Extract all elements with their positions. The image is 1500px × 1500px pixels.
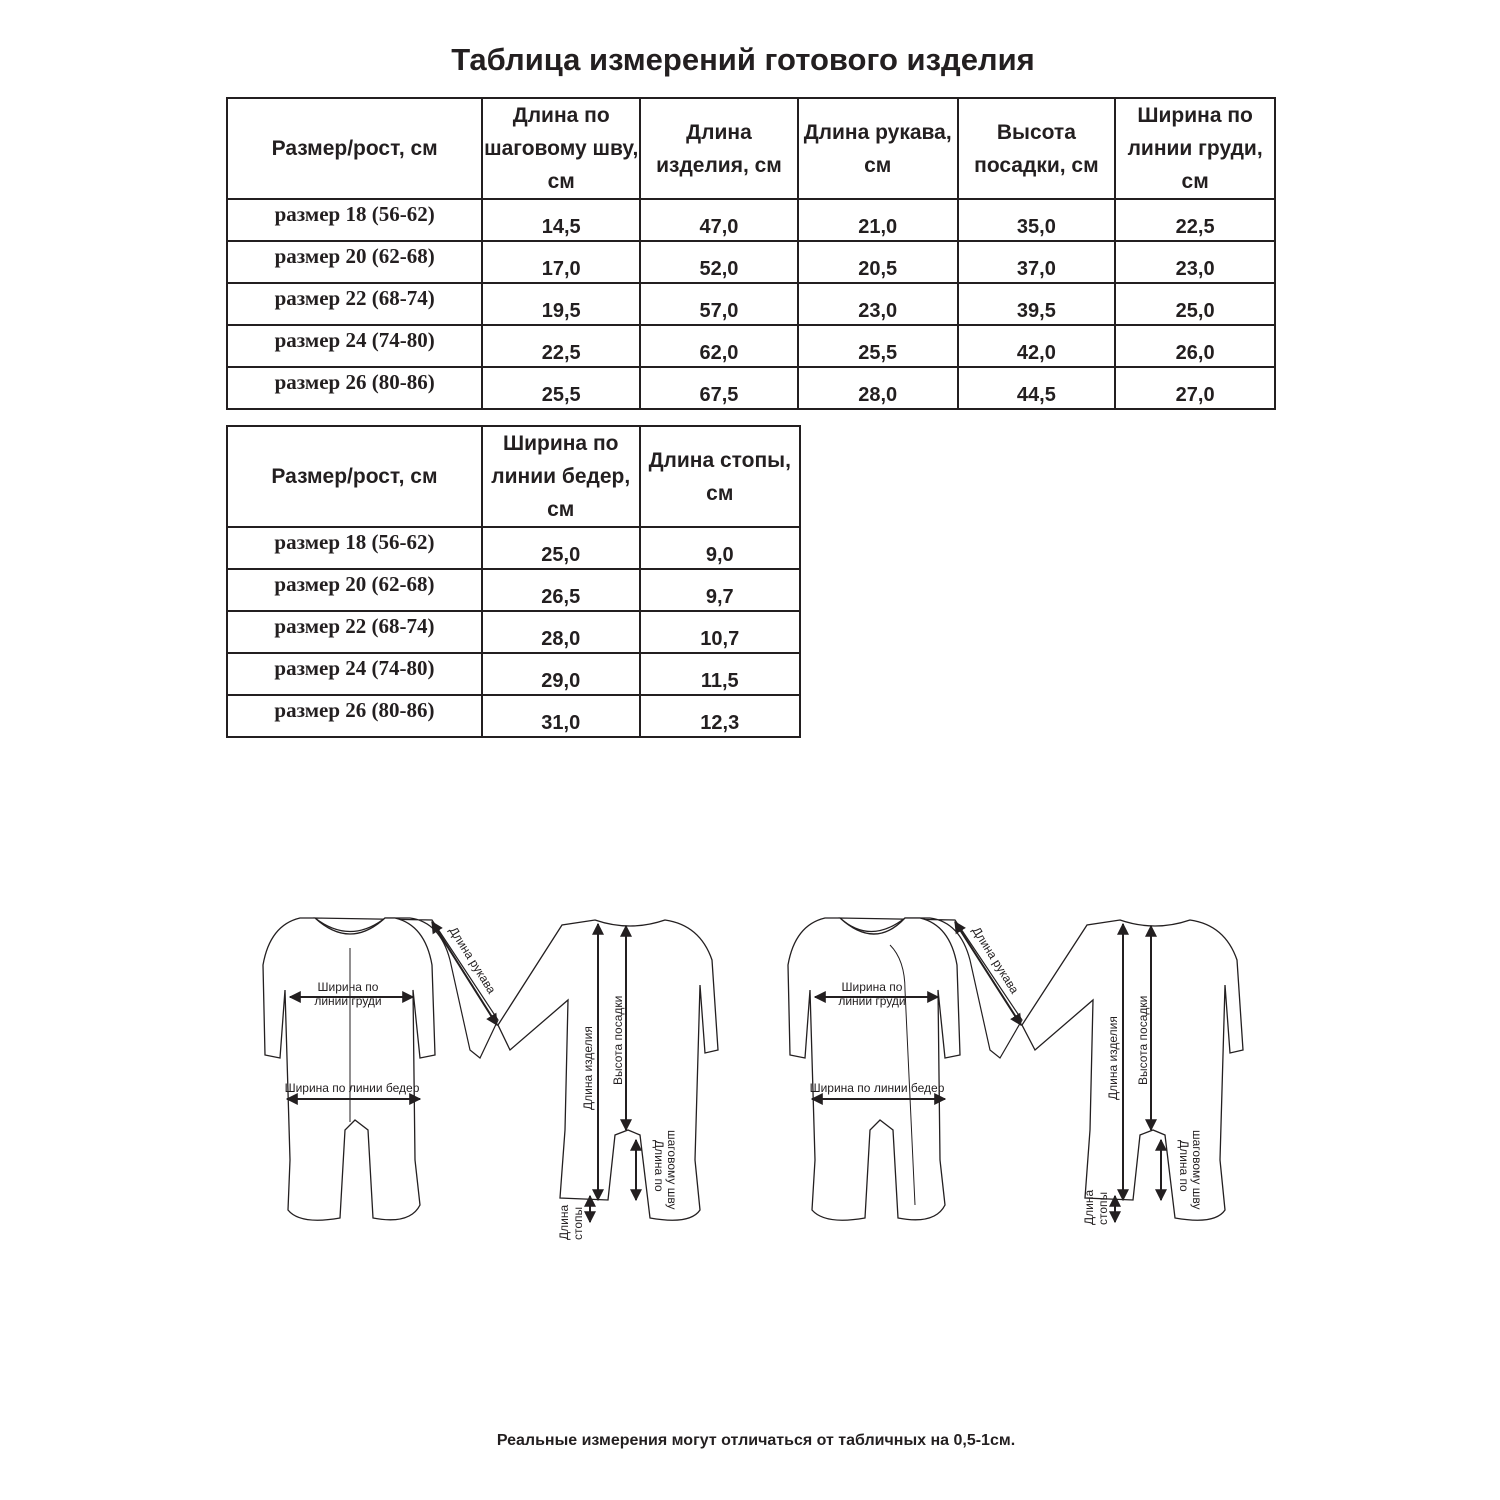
row-label: размер 22 (68-74) [227, 283, 482, 325]
cell: 25,5 [482, 367, 640, 409]
label-inseam-1: Длина по [652, 1140, 666, 1192]
label-length: Длина изделия [1106, 1016, 1120, 1100]
garment-diagram [0, 880, 1500, 1240]
cell: 37,0 [958, 241, 1116, 283]
header-hips: Ширина по линии бедер, см [482, 426, 640, 527]
table-row [227, 325, 1275, 367]
cell: 27,0 [1115, 367, 1275, 409]
cell: 31,0 [482, 695, 640, 737]
cell: 29,0 [482, 653, 640, 695]
cell: 19,5 [482, 283, 640, 325]
cell: 12,3 [640, 695, 800, 737]
header-size: Размер/рост, см [227, 98, 482, 199]
row-label: размер 20 (62-68) [227, 241, 482, 283]
cell: 23,0 [798, 283, 958, 325]
cell: 39,5 [958, 283, 1116, 325]
table-row [227, 569, 800, 611]
table-row [227, 367, 1275, 409]
cell: 9,0 [640, 527, 800, 569]
cell: 42,0 [958, 325, 1116, 367]
header-foot: Длина стопы, см [640, 426, 800, 527]
cell: 26,0 [1115, 325, 1275, 367]
row-label: размер 20 (62-68) [227, 569, 482, 611]
footnote: Реальные измерения могут отличаться от табличных на 0,5-1см. [496, 1432, 1016, 1449]
label-inseam-2: шаговому шву [1190, 1130, 1204, 1210]
cell: 25,0 [1115, 283, 1275, 325]
cell: 20,5 [798, 241, 958, 283]
label-foot-1: Длина [557, 1204, 571, 1240]
header-size: Размер/рост, см [227, 426, 482, 527]
label-sleeve: Длина рукава [446, 924, 499, 997]
romper-back-2 [1022, 920, 1243, 1225]
cell: 11,5 [640, 653, 800, 695]
cell: 67,5 [640, 367, 798, 409]
label-hips: Ширина по линии бедер [809, 1081, 945, 1095]
cell: 17,0 [482, 241, 640, 283]
cell: 14,5 [482, 199, 640, 241]
label-chest-1: Ширина по [317, 980, 379, 994]
table-row [227, 283, 1275, 325]
cell: 57,0 [640, 283, 798, 325]
table-row [227, 527, 800, 569]
cell: 28,0 [798, 367, 958, 409]
table-row [227, 653, 800, 695]
table-row [227, 611, 800, 653]
cell: 21,0 [798, 199, 958, 241]
measurements-table-secondary [226, 425, 801, 738]
header-sleeve: Длина рукава, см [798, 98, 958, 199]
table-row [227, 241, 1275, 283]
row-label: размер 18 (56-62) [227, 199, 482, 241]
label-chest-2: линии груди [838, 994, 906, 1008]
row-label: размер 26 (80-86) [227, 695, 482, 737]
row-label: размер 24 (74-80) [227, 653, 482, 695]
cell: 62,0 [640, 325, 798, 367]
row-label: размер 24 (74-80) [227, 325, 482, 367]
cell: 22,5 [1115, 199, 1275, 241]
label-length: Длина изделия [581, 1026, 595, 1110]
label-foot-2: стопы [1096, 1191, 1110, 1225]
romper-front-2 [788, 918, 1022, 1220]
label-foot-1: Длина [1082, 1189, 1096, 1225]
label-chest-2: линии груди [314, 994, 382, 1008]
label-rise: Высота посадки [1136, 995, 1150, 1085]
label-hips: Ширина по линии бедер [284, 1081, 420, 1095]
label-chest-1: Ширина по [841, 980, 903, 994]
cell: 25,5 [798, 325, 958, 367]
cell: 52,0 [640, 241, 798, 283]
header-chest: Ширина по линии груди, см [1115, 98, 1275, 199]
cell: 10,7 [640, 611, 800, 653]
table-row [227, 695, 800, 737]
table-row [227, 199, 1275, 241]
label-foot-2: стопы [571, 1206, 585, 1240]
cell: 35,0 [958, 199, 1116, 241]
cell: 47,0 [640, 199, 798, 241]
table-header-row [227, 426, 800, 527]
romper-back-1 [498, 920, 718, 1240]
label-sleeve: Длина рукава [969, 924, 1022, 997]
romper-front-1 [263, 918, 499, 1220]
row-label: размер 18 (56-62) [227, 527, 482, 569]
cell: 44,5 [958, 367, 1116, 409]
cell: 23,0 [1115, 241, 1275, 283]
header-inseam: Длина по шаговому шву, см [482, 98, 640, 199]
measurements-table-main [226, 97, 1276, 410]
label-inseam-2: шаговому шву [665, 1130, 679, 1210]
cell: 25,0 [482, 527, 640, 569]
cell: 28,0 [482, 611, 640, 653]
cell: 26,5 [482, 569, 640, 611]
row-label: размер 26 (80-86) [227, 367, 482, 409]
label-rise: Высота посадки [611, 995, 625, 1085]
cell: 22,5 [482, 325, 640, 367]
header-length: Длина изделия, см [640, 98, 798, 199]
page-title: Таблица измерений готового изделия [451, 42, 1035, 77]
header-rise: Высота посадки, см [958, 98, 1116, 199]
cell: 9,7 [640, 569, 800, 611]
table-header-row [227, 98, 1275, 199]
row-label: размер 22 (68-74) [227, 611, 482, 653]
label-inseam-1: Длина по [1177, 1140, 1191, 1192]
